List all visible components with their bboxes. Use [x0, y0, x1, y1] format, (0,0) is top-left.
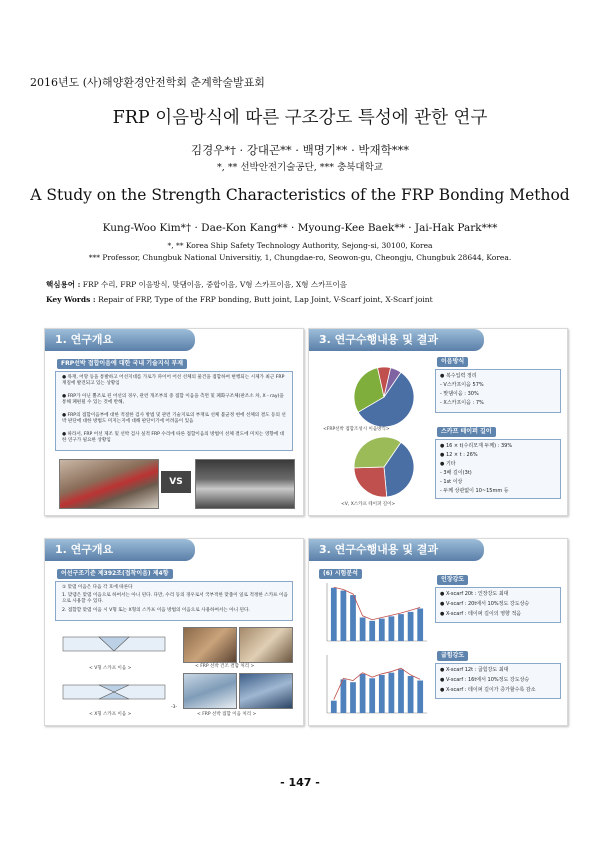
diagram-x-scarf: [59, 675, 169, 711]
tensile-bar-3: [360, 617, 366, 641]
bending-item-1: ● X-scarf 12t : 굽힘강도 최대: [440, 667, 509, 673]
photo-steel-vessel: [195, 459, 295, 509]
tensile-bar-2: [350, 595, 356, 641]
photo-frp-joint-1: [183, 673, 237, 709]
bullet-1: ● 목재, 어망 등을 통발하고 어선지대를 가로가 파이어 어선 선체의 물건을 접합하여 현행되는 시제가 최근 FRP재질에 발견되고 있는 상황임: [62, 375, 285, 386]
tensile-item-2: ● V-scarf : 20t에서 10%정도 강도상승: [440, 601, 530, 607]
taper-item-6: - 두께 상관없이 10~15mm 등: [440, 488, 509, 494]
bullet-4: ● 따라서, FRP 어선 제조 및 선박 검사 실적 FRP 수리에 따른 접합이음의 방법이 선체 결도에 미치는 영향에 대한 연구가 필요한 상황임: [62, 432, 285, 443]
joint-item-1: ● 복수입력 정리: [440, 373, 477, 379]
keywords-english-label: Key Words :: [46, 295, 96, 304]
bar-chart-tensile: [319, 581, 429, 647]
vs-badge: VS: [161, 471, 191, 493]
tensile-box: [435, 587, 561, 623]
panel-research-overview-1: [44, 328, 304, 516]
bending-bar-1: [341, 679, 347, 713]
taper-item-1: ● 16 × t(수리모재 두께) : 39%: [440, 443, 513, 449]
photo-frp-joint-2: [239, 673, 293, 709]
panel-title: 1. 연구개요: [45, 329, 195, 351]
panel-title: 1. 연구개요: [45, 539, 195, 561]
page-number: - 147 -: [280, 776, 320, 789]
photo-frp-vessel: [59, 459, 159, 509]
english-affiliations: [0, 240, 600, 264]
taper-length-slice-1: [354, 467, 387, 497]
bending-item-2: ● V-scarf : 16t에서 10%정도 강도상승: [440, 677, 530, 683]
bending-trend-line: [334, 668, 420, 699]
panel-subtitle: (6) 시험분석: [319, 569, 362, 579]
english-affiliation-2: *** Professor, Chungbuk National Universitiy, 1, Chungdae-ro, Seowon-gu, Cheongju, Chungbuk 28644, Korea.: [88, 253, 512, 262]
caption-joint-method: <FRP선박 접합조성시 이음방식>: [323, 427, 390, 432]
bending-bar-2: [350, 682, 356, 713]
bending-bar-4: [369, 678, 375, 713]
keywords-english: Repair of FRP, Type of the FRP bonding, Butt joint, Lap Joint, V-Scarf joint, X-Scarf joint: [98, 295, 433, 304]
bending-bar-5: [379, 675, 385, 713]
caption-frp-joint: < FRP 선박 접합 이음 처리 >: [197, 712, 257, 717]
pie-chart-taper-length: [329, 429, 439, 509]
photo-frp-build-1: [183, 627, 237, 663]
keywords-korean: FRP 수리, FRP 이음방식, 맞댐이음, 중합이음, V형 스카프이음, X형 스카프이음: [82, 280, 348, 289]
tensile-bar-5: [379, 619, 385, 641]
box-title-taper-length: 스카프 테이퍼 길이: [437, 427, 496, 437]
panel-title: 3. 연구수행내용 및 결과: [309, 329, 484, 351]
taper-item-4: - 3배 길이(3t): [440, 470, 472, 476]
panel-subtitle: FRP선박 접합이음에 대한 국내 기술지식 부재: [57, 359, 187, 369]
bending-bar-3: [360, 674, 366, 713]
conference-header: 2016년도 (사)해양환경안전학회 춘계학술발표회: [30, 76, 265, 89]
keywords-block: [46, 277, 433, 307]
joint-item-4: - X스카프이음 : 7%: [440, 400, 484, 406]
caption-v-scarf: < V형 스카프 이음 >: [89, 666, 132, 671]
caption-taper-length: <V, X스카프 테이퍼 길이>: [341, 502, 396, 507]
korean-authors: 김경우*† · 강대곤** · 백명기** · 박재학***: [191, 143, 409, 157]
caption-frp-build: < FRP 선박 건조 결합 처리 >: [195, 664, 255, 669]
bending-bar-0: [331, 701, 337, 713]
bullet-box: [55, 371, 293, 451]
bullet-2: ● FRP가 아닌 뿔조로 된 어선의 경우, 관련 개조부의 중 접합 이음을 측면 및 폐화구조체(판조소 차, X - ray)을 통해 폐편될 수 있는 것에 반해,: [62, 394, 284, 405]
bending-bar-6: [389, 673, 395, 713]
bending-bar-7: [398, 669, 404, 713]
caption-x-scarf: < X형 스카프 이음 >: [89, 712, 132, 717]
panel-research-overview-2: [44, 538, 304, 726]
english-title: A Study on the Strength Characteristics of the FRP Bonding Method: [30, 186, 570, 204]
taper-item-5: - 1st 이상: [440, 479, 463, 485]
pie-chart-joint-method: [329, 357, 439, 437]
korean-title: FRP 이음방식에 따른 구조강도 특성에 관한 연구: [112, 108, 488, 128]
panel-subtitle: 어선구조기준 제392조(접착이음) 제4항: [57, 569, 173, 579]
photo-frp-build-2: [239, 627, 293, 663]
box-title-joint-method: 이음방식: [437, 357, 468, 367]
english-authors: Kung-Woo Kim*† · Dae-Kon Kang** · Myoung-Kee Baek** · Jai-Hak Park***: [102, 222, 498, 234]
regulation-line-2: 1. 맞댐은 맞댐 이음으로 하여서는 아니 된다. 다만, 수리 등의 경우로서 국부적한 맞춤이 일로 적정한 스카프 이음으로 사용할 수 있다.: [62, 593, 288, 604]
joint-item-3: - 맞댐이음 : 30%: [440, 391, 479, 397]
korean-affiliations: *, ** 선박안전기술공단, *** 충북대학교: [217, 162, 383, 173]
english-affiliation-1: *, ** Korea Ship Safety Technology Authority, Sejong-si, 30100, Korea: [167, 241, 433, 250]
page-mark: -3-: [171, 705, 178, 710]
regulation-line-3: 2. 접합할 맞댐 이음 시 V형 또는 X형의 스카프 이음 방법의 이음으로 사용하여서는 아니 된다.: [62, 608, 250, 613]
joint-method-box: [435, 369, 561, 413]
tensile-bar-4: [369, 621, 375, 641]
bending-bar-9: [417, 681, 423, 713]
tensile-bar-6: [389, 616, 395, 641]
bullet-3: ● FRP의 접합이음부에 대한 적절한 검사 방법 및 관련 기술지로의 부재로 선체 불균정 현에 선체의 결도 등의 선박 판단에 대한 방법도 미지는지에 대해 판단이기에 어려움이 있음: [62, 413, 286, 424]
panel-results-1: [308, 328, 568, 516]
panel-results-2: [308, 538, 568, 726]
regulation-box: [55, 581, 293, 621]
tensile-bar-0: [331, 588, 337, 641]
taper-item-3: ● 기타: [440, 461, 456, 467]
taper-length-box: [435, 439, 561, 499]
tensile-item-3: ● X-scarf : 테이퍼 길이의 영향 적음: [440, 611, 522, 617]
bending-box: [435, 663, 561, 699]
panel-title: 3. 연구수행내용 및 결과: [309, 539, 484, 561]
tensile-bar-1: [341, 591, 347, 641]
bending-bar-8: [408, 676, 414, 713]
tensile-bar-9: [417, 609, 423, 641]
box-title-tensile: 인장강도: [437, 575, 468, 585]
bending-item-3: ● X-scarf : 테이퍼 길이가 증가할수록 감소: [440, 687, 536, 693]
diagram-v-scarf: [59, 627, 169, 663]
box-title-bending: 굽힘강도: [437, 651, 468, 661]
joint-item-2: - V스카프이음 57%: [440, 382, 484, 388]
taper-item-2: ● 12 × t : 26%: [440, 452, 478, 458]
tensile-bar-8: [408, 612, 414, 641]
tensile-trend-line: [334, 587, 420, 619]
bar-chart-bending: [319, 653, 429, 719]
tensile-item-1: ● X-scarf 20t : 인장강도 최대: [440, 591, 509, 597]
keywords-korean-label: 핵심용어 :: [46, 280, 81, 289]
regulation-line-1: ① 맞댐 이음은 다음 각 호에 따른다: [62, 585, 133, 590]
tensile-bar-7: [398, 614, 404, 641]
